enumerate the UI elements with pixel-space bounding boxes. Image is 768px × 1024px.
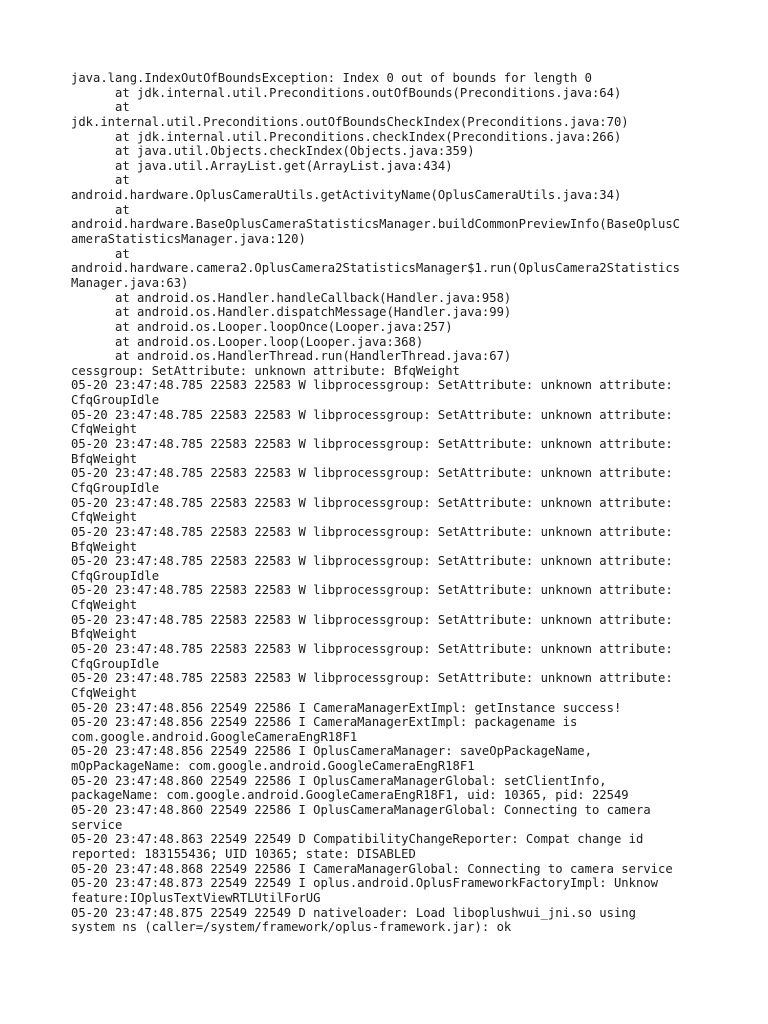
- log-line: at java.util.Objects.checkIndex(Objects.java:359): [71, 144, 475, 159]
- log-line: 05-20 23:47:48.873 22549 22549 I oplus.android.OplusFrameworkFactoryImpl: Unknow: [71, 876, 658, 891]
- log-line: 05-20 23:47:48.785 22583 22583 W libprocessgroup: SetAttribute: unknown attribute:: [71, 524, 673, 539]
- log-line: CfqWeight: [71, 598, 138, 613]
- log-line: 05-20 23:47:48.785 22583 22583 W libprocessgroup: SetAttribute: unknown attribute:: [71, 378, 673, 393]
- log-line: at android.os.Looper.loopOnce(Looper.java:257): [71, 319, 453, 334]
- log-line: ameraStatisticsManager.java:120): [71, 232, 306, 247]
- log-line: feature:IOplusTextViewRTLUtilForUG: [71, 890, 321, 905]
- log-line: 05-20 23:47:48.875 22549 22549 D nativeloader: Load liboplushwui_jni.so using: [71, 905, 636, 920]
- log-line: packageName: com.google.android.GoogleCameraEngR18F1, uid: 10365, pid: 22549: [71, 788, 629, 803]
- log-line: CfqWeight: [71, 510, 138, 525]
- log-line: at jdk.internal.util.Preconditions.checkIndex(Preconditions.java:266): [71, 129, 622, 144]
- log-line: CfqGroupIdle: [71, 656, 160, 671]
- log-line: BfqWeight: [71, 627, 138, 642]
- log-line: service: [71, 817, 123, 832]
- log-line: reported: 183155436; UID 10365; state: DISABLED: [71, 846, 416, 861]
- log-line: 05-20 23:47:48.785 22583 22583 W libprocessgroup: SetAttribute: unknown attribute:: [71, 407, 673, 422]
- log-line: 05-20 23:47:48.785 22583 22583 W libprocessgroup: SetAttribute: unknown attribute:: [71, 671, 673, 686]
- log-line: at android.os.Handler.dispatchMessage(Handler.java:99): [71, 305, 512, 320]
- log-line: Manager.java:63): [71, 275, 189, 290]
- log-line: system ns (caller=/system/framework/oplus-framework.jar): ok: [71, 920, 512, 935]
- log-line: 05-20 23:47:48.856 22549 22586 I CameraManagerExtImpl: getInstance success!: [71, 700, 622, 715]
- log-line: cessgroup: SetAttribute: unknown attribute: BfqWeight: [71, 363, 460, 378]
- log-line: 05-20 23:47:48.863 22549 22549 D CompatibilityChangeReporter: Compat change id: [71, 832, 644, 847]
- log-line: 05-20 23:47:48.860 22549 22586 I OplusCameraManagerGlobal: Connecting to camera: [71, 803, 651, 818]
- log-line: com.google.android.GoogleCameraEngR18F1: [71, 729, 358, 744]
- log-line: 05-20 23:47:48.856 22549 22586 I CameraManagerExtImpl: packagename is: [71, 715, 578, 730]
- log-text-block: [71, 71, 711, 935]
- log-line: mOpPackageName: com.google.android.GoogleCameraEngR18F1: [71, 759, 475, 774]
- log-line: at android.os.Looper.loop(Looper.java:368): [71, 334, 424, 349]
- log-line: at android.os.Handler.handleCallback(Handler.java:958): [71, 290, 512, 305]
- log-line: CfqWeight: [71, 685, 138, 700]
- log-line: 05-20 23:47:48.785 22583 22583 W libprocessgroup: SetAttribute: unknown attribute:: [71, 641, 673, 656]
- log-line: android.hardware.BaseOplusCameraStatisticsManager.buildCommonPreviewInfo(BaseOplusC: [71, 217, 681, 232]
- log-line: at android.os.HandlerThread.run(HandlerThread.java:67): [71, 349, 512, 364]
- log-line: android.hardware.OplusCameraUtils.getActivityName(OplusCameraUtils.java:34): [71, 188, 622, 203]
- log-line: 05-20 23:47:48.856 22549 22586 I OplusCameraManager: saveOpPackageName,: [71, 744, 592, 759]
- log-line: 05-20 23:47:48.785 22583 22583 W libprocessgroup: SetAttribute: unknown attribute:: [71, 495, 673, 510]
- log-line: at: [71, 246, 130, 261]
- log-line: at jdk.internal.util.Preconditions.outOfBounds(Preconditions.java:64): [71, 85, 622, 100]
- log-line: 05-20 23:47:48.785 22583 22583 W libprocessgroup: SetAttribute: unknown attribute:: [71, 466, 673, 481]
- log-line: jdk.internal.util.Preconditions.outOfBoundsCheckIndex(Preconditions.java:70): [71, 114, 629, 129]
- log-line: CfqGroupIdle: [71, 393, 160, 408]
- log-line: at: [71, 100, 130, 115]
- log-line: CfqWeight: [71, 422, 138, 437]
- log-line: 05-20 23:47:48.860 22549 22586 I OplusCameraManagerGlobal: setClientInfo,: [71, 773, 607, 788]
- log-line: 05-20 23:47:48.868 22549 22586 I CameraManagerGlobal: Connecting to camera service: [71, 861, 673, 876]
- log-line: at: [71, 173, 130, 188]
- log-line: CfqGroupIdle: [71, 480, 160, 495]
- log-line: 05-20 23:47:48.785 22583 22583 W libprocessgroup: SetAttribute: unknown attribute:: [71, 554, 673, 569]
- log-line: 05-20 23:47:48.785 22583 22583 W libprocessgroup: SetAttribute: unknown attribute:: [71, 612, 673, 627]
- log-line: 05-20 23:47:48.785 22583 22583 W libprocessgroup: SetAttribute: unknown attribute:: [71, 583, 673, 598]
- log-line: CfqGroupIdle: [71, 568, 160, 583]
- log-line: 05-20 23:47:48.785 22583 22583 W libprocessgroup: SetAttribute: unknown attribute:: [71, 437, 673, 452]
- log-line: at: [71, 202, 130, 217]
- log-line: android.hardware.camera2.OplusCamera2StatisticsManager$1.run(OplusCamera2Statistics: [71, 261, 681, 276]
- log-line: BfqWeight: [71, 539, 138, 554]
- log-line: at java.util.ArrayList.get(ArrayList.java:434): [71, 158, 453, 173]
- log-line: BfqWeight: [71, 451, 138, 466]
- log-line: java.lang.IndexOutOfBoundsException: Index 0 out of bounds for length 0: [71, 71, 592, 85]
